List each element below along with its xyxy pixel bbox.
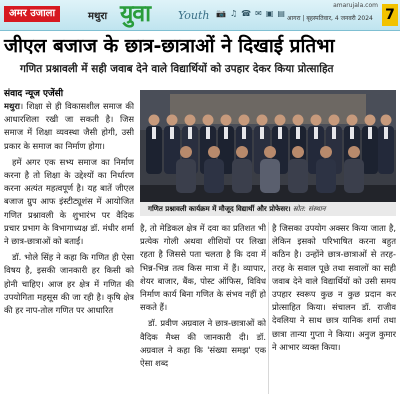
paragraph: हमें अगर एक सभ्य समाज का निर्माण करना है तो शिक्षा के उद्देश्यों का निर्धारण करना अत्यंत महत्वपूर्ण है। यह बातें जीएल बजाज ग्रुप आफ इंस्टीट्यूशंस में आयोजित गणित प्रश्नावली के शुभारंभ पर वैदिक प्रचार प्रभाग के विभागाध्यक्ष डॉ. मंधीर शर्मा ने छात्र-छात्राओं को बताईं। — [4, 156, 134, 247]
section-title-english: Youth — [178, 9, 210, 22]
book-icon: ▤ — [277, 9, 285, 18]
article-column-2 — [140, 222, 266, 396]
newspaper-brand: अमर उजाला — [4, 6, 60, 22]
dateline: मथुरा — [4, 101, 20, 111]
subheadline: गणित प्रश्नावली में सही जवाब देने वाले विद्यार्थियों को उपहार देकर किया प्रोत्साहित — [20, 63, 334, 75]
camera-icon: 📷 — [216, 9, 226, 18]
film-icon: ▣ — [265, 9, 274, 18]
masthead — [0, 0, 400, 31]
paragraph: डॉ. प्रवीण अग्रवाल ने छात्र-छात्राओं को वैदिक मैथ्स की जानकारी दी। डॉ. अग्रवाल ने कहा कि 'संख्या समझ' एक ऐसा शब्द — [140, 318, 266, 369]
column-divider — [268, 222, 269, 394]
mail-icon: ✉ — [255, 9, 262, 18]
event-photo — [140, 90, 396, 202]
website-url: amarujala.com — [333, 2, 378, 9]
page-number: 7 — [382, 4, 398, 26]
issue-date: आगरा | बृहस्पतिवार, 4 जनवरी 2024 — [287, 15, 373, 22]
paragraph: मथुरा। शिक्षा से ही विकासशील समाज की आधारशिला रखी जा सकती है। जिस समाज में शिक्षा व्यवस्था जैसी होगी, उसी प्रकार के समाज का निर्माण होगा। — [4, 101, 134, 151]
article-column-1 — [4, 100, 134, 396]
article-column-3 — [272, 222, 396, 396]
paragraph: है, तो मेडिकल क्षेत्र में दवा का प्रतिशत भी प्रत्येक गोली अथवा शीशियों पर लिखा रहता है जिससे पता चलता है कि दवा में भिन्न-भिन्न तत्व किस मात्रा में हैं। व्यापार, शेयर बाजार, बैंक, पोस्ट ऑफिस, विविध निर्माण कार्य बिना गणित के संभव नहीं हो सकते हैं। — [140, 223, 266, 313]
byline: संवाद न्यूज एजेंसी — [4, 89, 64, 99]
headline: जीएल बजाज के छात्र-छात्राओं ने दिखाई प्रतिभा — [4, 35, 335, 57]
paragraph: है जिसका उपयोग अक्सर किया जाता है, लेकिन इसको परिभाषित करना बहुत कठिन है। उन्होंने छात्र-छात्राओं से तरह-तरह के सवाल पूछे तथा सवालों का सही जवाब देने वाले विद्यार्थियों को उसी समय उपहार स्वरूप कुछ न कुछ प्रदान कर प्रोत्साहित किया। संचालन डॉ. राजीव देवलिया ने साथ छात्र यानिक शर्मा तथा छात्रा तान्या गुप्ता ने किया। अनुज कुमार ने आभार व्यक्त किया। — [272, 223, 396, 352]
section-title: युवा — [120, 0, 151, 27]
edition-city: मथुरा — [88, 11, 108, 22]
phone-icon: ☎ — [241, 9, 252, 18]
music-icon: ♫ — [229, 9, 238, 18]
photo-caption: गणित प्रश्नावली कार्यक्रम में मौजूद विद्यार्थी और प्रोफेसर। स्रोत: संस्थान — [140, 202, 396, 216]
paragraph: डॉ. भोले सिंह ने कहा कि गणित ही ऐसा विषय है, इसकी जानकारी हर किसी को होनी चाहिए। आज हर क्षेत्र में गणित की उपयोगिता महसूस की जा रही है। कृषि क्षेत्र की हर नाप-तोल गणित पर आधारित — [4, 252, 134, 316]
masthead-icons — [216, 9, 285, 19]
